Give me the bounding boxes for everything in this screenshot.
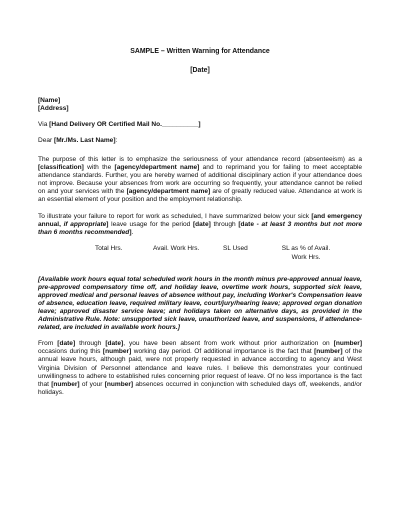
salutation — [38, 137, 362, 145]
placeholder-number: [number] — [333, 340, 363, 348]
placeholder-classification: [classification] — [38, 163, 84, 171]
placeholder-date: [date] — [57, 340, 76, 348]
text-run: through — [210, 221, 239, 229]
text-run: are of greatly reduced value. Attendance at work is an essential element of your position and the employment relationship. — [38, 187, 362, 204]
placeholder-agency: [agency/department name] — [126, 187, 211, 195]
header-sl-used: SL Used — [223, 245, 248, 253]
salutation-prefix: Dear — [38, 137, 55, 145]
addressee-address: [Address] — [38, 105, 69, 113]
addressee-name: [Name] — [38, 97, 61, 105]
placeholder-bracket: ] — [129, 229, 132, 237]
placeholder-agency: [agency/department name] — [114, 163, 200, 171]
text-run: To illustrate your failure to report for work as scheduled, I have summarized below your sick — [38, 213, 312, 221]
text-run: of the annual leave hours, although paid, were not properly requested in advance according to agency and West Virginia Division of Personnel attendance and leave rules. I believe this demonstrates your continued unwillingness to adhere to established rules concerning prior request of leave. Of no less importance is the fact that — [38, 348, 362, 388]
header-avail-work-hrs: Avail. Work Hrs. — [153, 245, 200, 253]
placeholder-number: [number] — [102, 348, 132, 356]
delivery-prefix: Via — [38, 121, 50, 129]
placeholder-number: [number] — [104, 380, 134, 388]
placeholder-date: [date] — [192, 221, 211, 229]
text-run: The purpose of this letter is to emphasize the seriousness of your attendance record (absenteeism) as a — [38, 155, 362, 163]
text-run: and to reprimand you for failing to meet acceptable attendance standards. Further, you are hereby warned of additional disciplinary action if your attendance does not improve. Because your absences from work are occurring so frequently, your attendance cannot be relied on and your services with the — [38, 163, 362, 195]
placeholder-date: [date - — [238, 221, 262, 229]
placeholder-bracket: ] — [106, 221, 109, 229]
placeholder-leave-type: [and emergency annual, — [38, 213, 362, 229]
placeholder-period-note: at least 3 months but not more than 6 months recommended — [38, 221, 362, 237]
text-run: through — [75, 340, 106, 348]
addressee-block — [38, 97, 362, 113]
text-run: . — [131, 229, 134, 237]
paragraph-purpose — [38, 156, 362, 205]
text-run: occasions during this — [38, 348, 103, 356]
text-run: with the — [83, 163, 115, 171]
paragraph-absences — [38, 340, 362, 397]
paragraph-illustration — [38, 213, 362, 237]
placeholder-number: [number] — [51, 380, 80, 388]
leave-table-header — [38, 245, 362, 261]
placeholder-number: [number] — [314, 348, 343, 356]
text-run: , you have been absent from work without prior authorization on — [123, 340, 334, 348]
text-run: of your — [79, 380, 105, 388]
salutation-name: [Mr./Ms. Last Name] — [54, 137, 116, 145]
placeholder-leave-note: if appropriate — [63, 221, 107, 229]
text-run: working day period. Of additional importance is the fact that — [131, 348, 315, 356]
document-date: [Date] — [190, 67, 210, 75]
placeholder-date: [date] — [105, 340, 124, 348]
text-run: absences occurred in conjunction with scheduled days off, weekends, and/or holidays. — [38, 380, 362, 396]
salutation-suffix: : — [115, 137, 118, 145]
delivery-method: [Hand Delivery OR Certified Mail No.__________] — [49, 121, 201, 129]
delivery-line — [38, 121, 362, 129]
header-total-hrs: Total Hrs. — [95, 245, 123, 253]
text-run: From — [38, 340, 58, 348]
header-sl-percent: SL as % of Avail. Work Hrs. — [281, 245, 331, 261]
available-hours-note: [Available work hours equal total scheduled work hours in the month minus pre-approved annual leave, pre-approved compensatory time off, and holiday leave, overtime work hours, supported sick leave, approved medical and personal leaves of absence without pay, including Worker's Compensation leave of absence, education leave, required military leave, court/jury/hearing leave; approved organ donation leave; approved disaster service leave; and holidays taken on alternative days, as provided in the Administrative Rule. Note: unsupported sick leave, unauthorized leave, and suspensions, if attendance-related, are included in available work hours.] — [38, 275, 362, 332]
text-run: leave usage for the period — [108, 221, 193, 229]
document-title: SAMPLE – Written Warning for Attendance — [130, 48, 270, 55]
